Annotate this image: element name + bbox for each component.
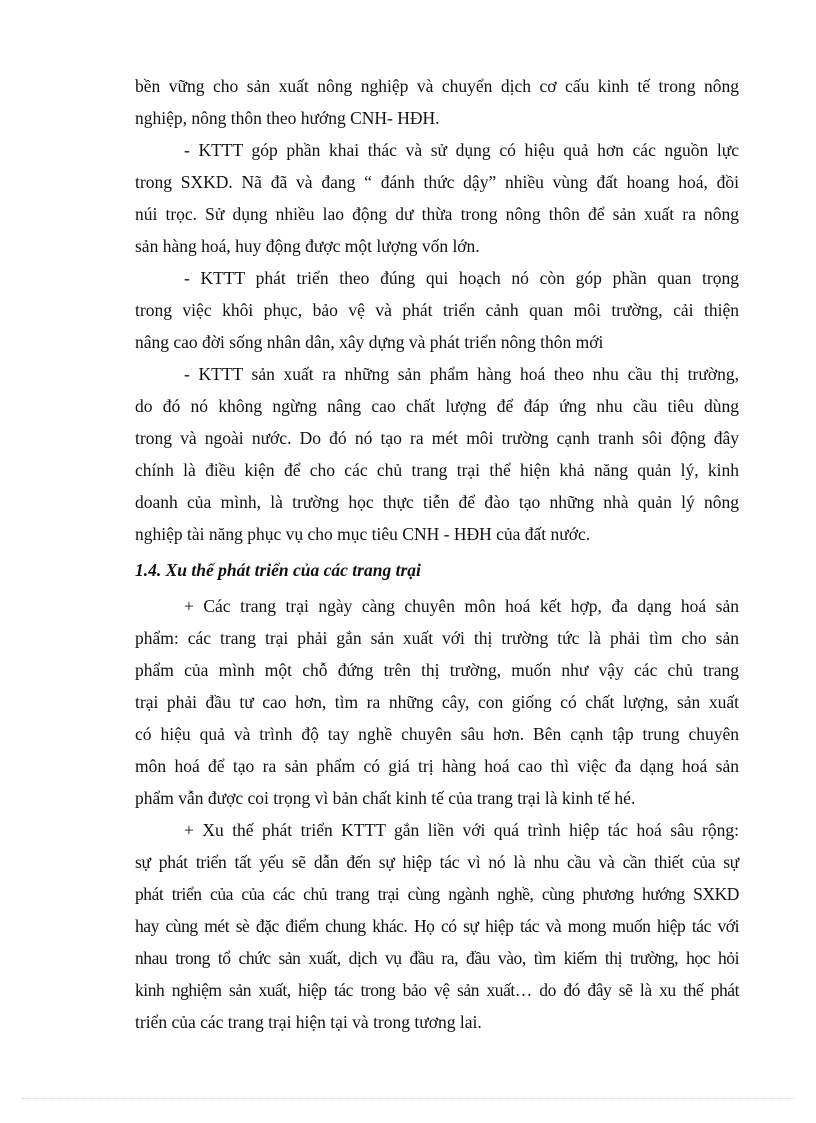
text-line: trại phải đầu tư cao hơn, tìm ra những cây, con giống có chất lượng, sản xuất [135, 692, 739, 712]
text-line: chính là điều kiện để cho các chủ trang trại thể hiện khả năng quản lý, kinh [135, 460, 739, 480]
text-line: triển của các trang trại hiện tại và trong tương lai. [135, 1012, 482, 1032]
text-line: phẩm: các trang trại phải gắn sản xuất với thị trường tức là phải tìm cho sản [135, 628, 739, 648]
paragraph-first-line: + Các trang trại ngày càng chuyên môn hoá kết hợp, đa dạng hoá sản [184, 596, 739, 616]
text-line: trong việc khôi phục, bảo vệ và phát triển cảnh quan môi trường, cải thiện [135, 300, 739, 320]
paragraph-first-line: - KTTT phát triển theo đúng qui hoạch nó còn góp phần quan trọng [184, 268, 739, 288]
text-line: bền vững cho sản xuất nông nghiệp và chuyển dịch cơ cấu kinh tế trong nông [135, 76, 739, 96]
text-line: nghiệp, nông thôn theo hướng CNH- HĐH. [135, 108, 440, 128]
text-line: kinh nghiệm sản xuất, hiệp tác trong bảo vệ sản xuất… do đó đây sẽ là xu thế phát [135, 980, 739, 1000]
text-line: sản hàng hoá, huy động được một lượng vốn lớn. [135, 236, 480, 256]
text-line: do đó nó không ngừng nâng cao chất lượng để đáp ứng nhu cầu tiêu dùng [135, 396, 739, 416]
paragraph-first-line: - KTTT sản xuất ra những sản phẩm hàng hoá theo nhu cầu thị trường, [184, 364, 739, 384]
text-line: nghiệp tài năng phục vụ cho mục tiêu CNH - HĐH của đất nước. [135, 524, 591, 544]
text-line: nâng cao đời sống nhân dân, xây dựng và phát triển nông thôn mới [135, 332, 604, 352]
paragraph-first-line: - KTTT góp phần khai thác và sử dụng có hiệu quả hơn các nguồn lực [184, 140, 739, 160]
text-line: doanh của mình, là trường học thực tiễn để đào tạo những nhà quản lý nông [135, 492, 739, 512]
text-line: phẩm vẫn được coi trọng vì bản chất kinh tế của trang trại là kinh tế hé. [135, 788, 636, 808]
footer-divider [22, 1098, 794, 1099]
text-line: có hiệu quả và trình độ tay nghề chuyên sâu hơn. Bên cạnh tập trung chuyên [135, 724, 739, 744]
text-line: phát triển của của các chủ trang trại cùng ngành nghề, cùng phương hướng SXKD [135, 884, 739, 904]
text-line: trong và ngoài nước. Do đó nó tạo ra mét môi trường cạnh tranh sôi động đây [135, 428, 739, 448]
text-line: sự phát triển tất yếu sẽ dẫn đến sự hiệp tác vì nó là nhu cầu và cần thiết của sự [135, 852, 739, 872]
text-line: nhau trong tổ chức sản xuất, dịch vụ đầu ra, đầu vào, tìm kiếm thị trường, học hỏi [135, 948, 739, 968]
text-line: phẩm của mình một chỗ đứng trên thị trường, muốn như vậy các chủ trang [135, 660, 739, 680]
text-line: môn hoá để tạo ra sản phẩm có giá trị hàng hoá cao thì việc đa dạng hoá sản [135, 756, 739, 776]
section-heading: 1.4. Xu thế phát triển của các trang trại [135, 560, 421, 580]
text-line: trong SXKD. Nã đã và đang “ đánh thức dậy” nhiều vùng đất hoang hoá, đồi [135, 172, 739, 192]
text-line: núi trọc. Sử dụng nhiều lao động dư thừa trong nông thôn để sản xuất ra nông [135, 204, 739, 224]
paragraph-first-line: + Xu thế phát triển KTTT gắn liền với quá trình hiệp tác hoá sâu rộng: [184, 820, 739, 840]
text-line: hay cùng mét sè đặc điểm chung khác. Họ có sự hiệp tác và mong muốn hiệp tác với [135, 916, 739, 936]
